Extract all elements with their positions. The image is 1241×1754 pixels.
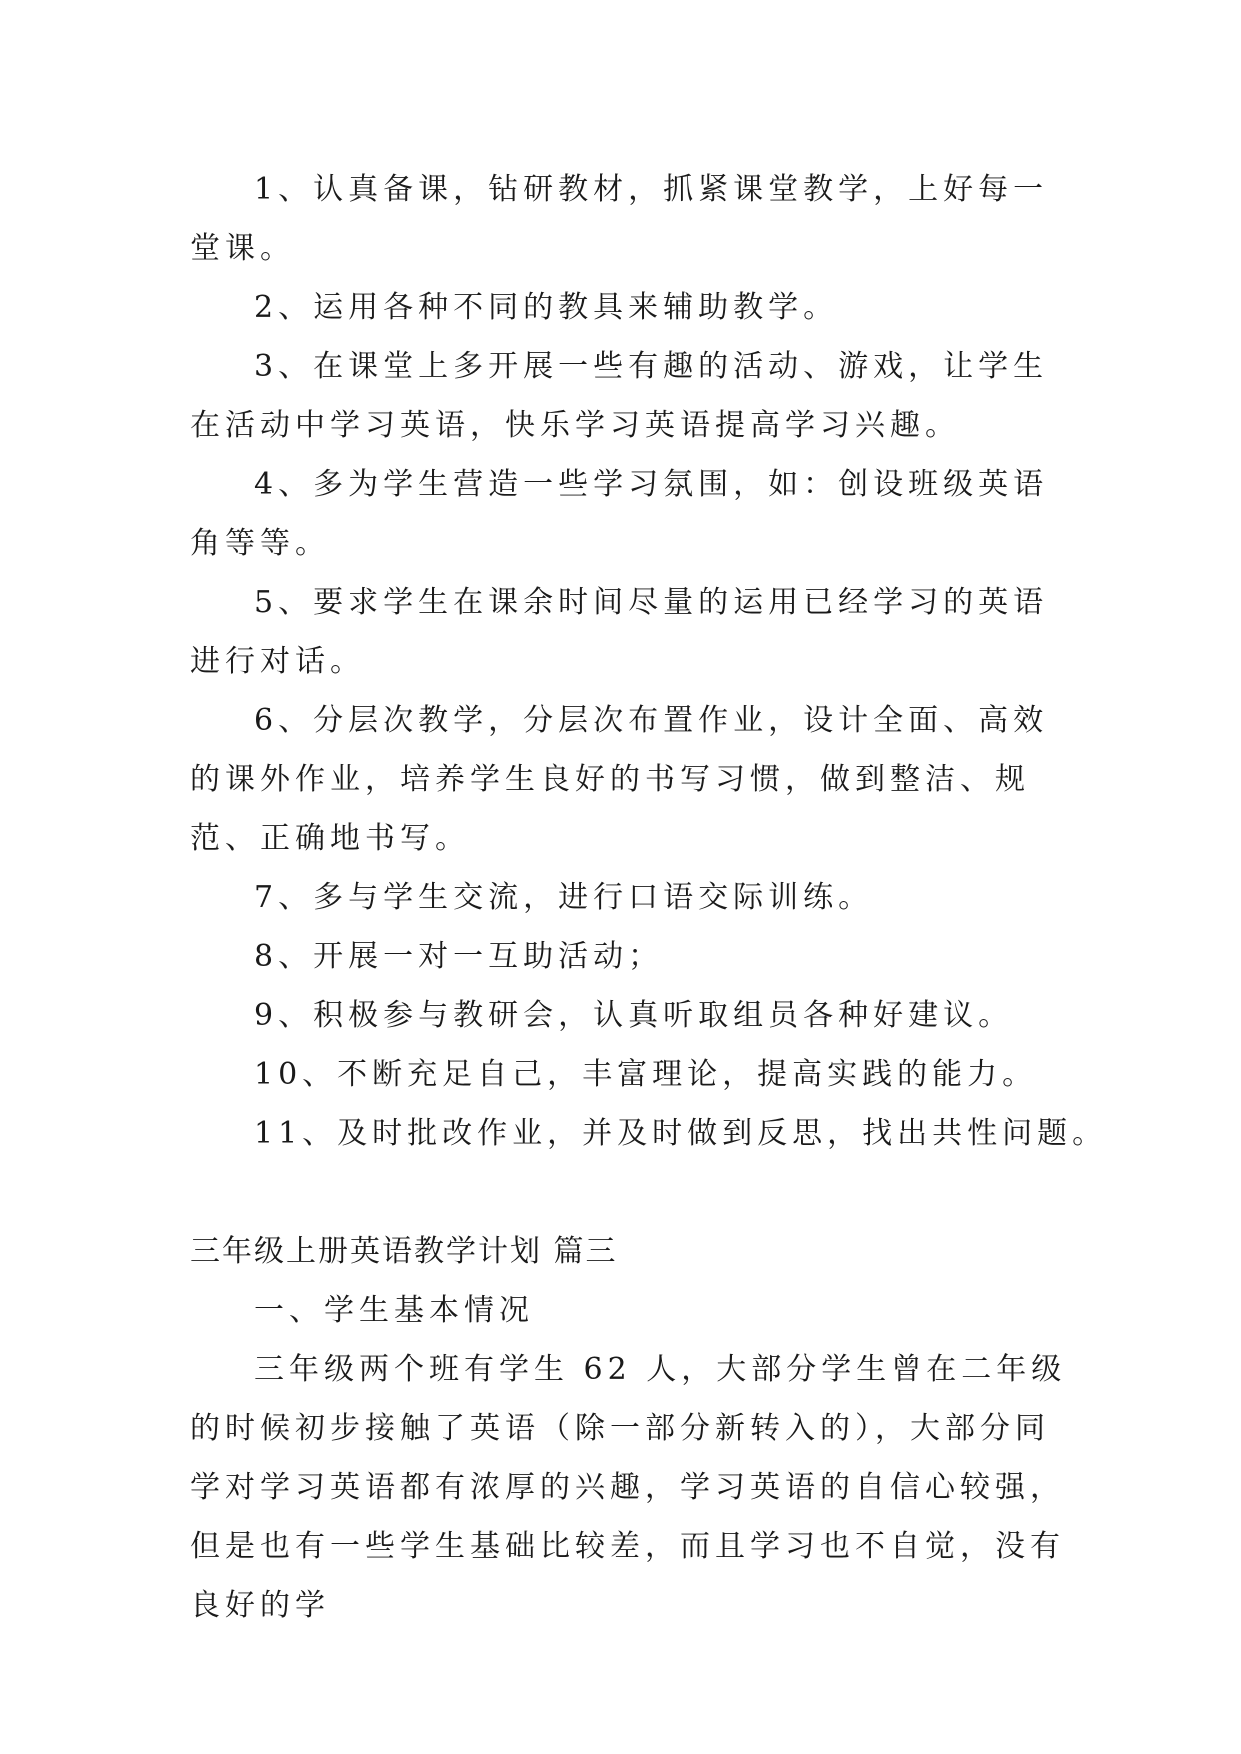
list-item-8: 8、开展一对一互助活动； [254,939,664,974]
section-body: 三年级两个班有学生 62 人，大部分学生曾在二年级的时候初步接触了英语（除一部分新转入的），大部分同学对学习英语都有浓厚的兴趣，学习英语的自信心较强，但是也有一些学生基础比较差，而且学习也不自觉，没有良好的学 [190,1352,1067,1623]
list-item-4: 4、多为学生营造一些学习氛围，如：创设班级英语角等等。 [190,467,1049,561]
list-item-6: 6、分层次教学，分层次布置作业，设计全面、高效的课外作业，培养学生良好的书写习惯，做到整洁、规范、正确地书写。 [190,703,1049,856]
document-page [190,160,1108,1635]
list-item-2: 2、运用各种不同的教具来辅助教学。 [254,290,839,325]
list-item-3: 3、在课堂上多开展一些有趣的活动、游戏，让学生在活动中学习英语，快乐学习英语提高学习兴趣。 [190,349,1049,443]
list-item-11: 11、及时批改作业，并及时做到反思，找出共性问题。 [254,1116,1108,1151]
section-title: 三年级上册英语教学计划 篇三 [190,1234,618,1269]
section-subheading: 一、学生基本情况 [254,1293,534,1328]
list-item-1: 1、认真备课，钻研教材，抓紧课堂教学，上好每一堂课。 [190,172,1049,266]
list-item-5: 5、要求学生在课余时间尽量的运用已经学习的英语进行对话。 [190,585,1049,679]
list-item-7: 7、多与学生交流，进行口语交际训练。 [254,880,874,915]
list-item-10: 10、不断充足自己，丰富理论，提高实践的能力。 [254,1057,1038,1092]
list-item-9: 9、积极参与教研会，认真听取组员各种好建议。 [254,998,1014,1033]
